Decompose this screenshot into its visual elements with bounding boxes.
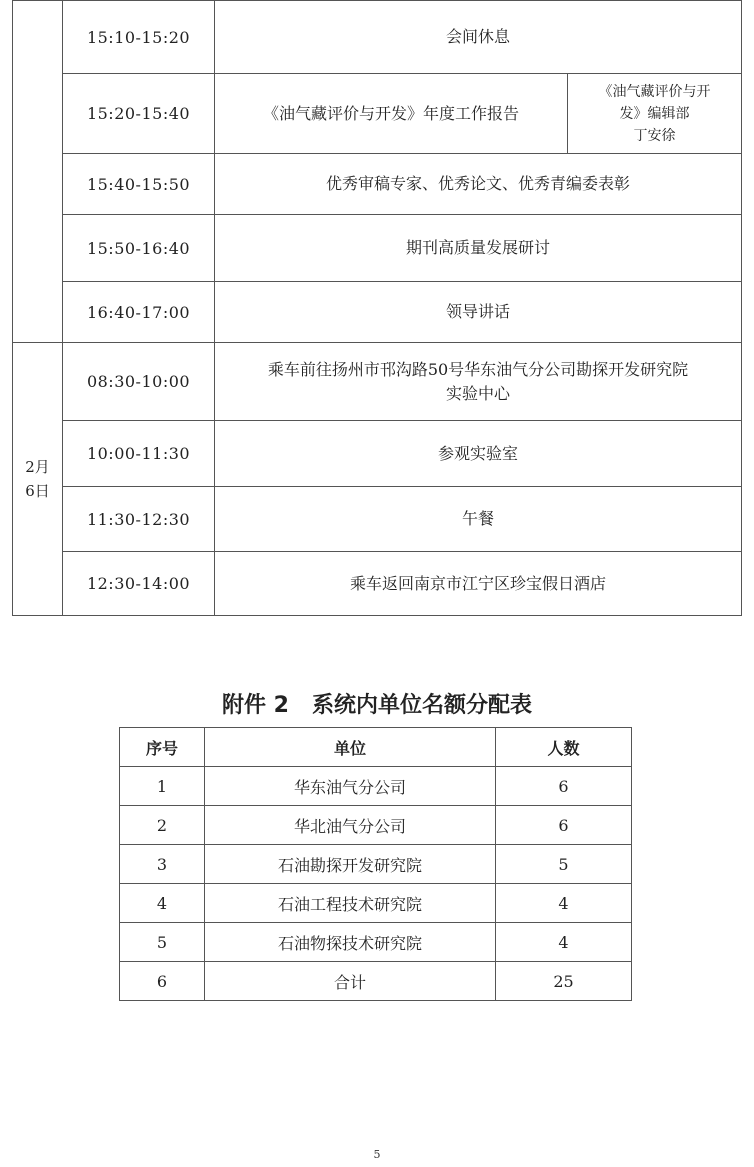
table-row [120,923,632,962]
time-cell: 12:30-14:00 [63,552,215,616]
header-unit: 单位 [205,728,496,767]
table-row [120,884,632,923]
unit-cell: 石油勘探开发研究院 [205,845,496,884]
page-number: 5 [373,1148,381,1161]
organizer-name: 《油气藏评价与开 [598,83,711,100]
event-cell: 会间休息 [215,1,742,74]
event-cell: 午餐 [215,487,742,552]
schedule-row [13,487,742,552]
count-cell: 4 [496,884,632,923]
organizer-cell [568,74,742,154]
time-cell: 15:40-15:50 [63,154,215,215]
schedule-row [13,343,742,421]
unit-cell: 合计 [205,962,496,1001]
table-header-row [120,728,632,767]
serial-cell: 5 [120,923,205,962]
event-cell: 参观实验室 [215,421,742,487]
serial-cell: 4 [120,884,205,923]
unit-cell: 华北油气分公司 [205,806,496,845]
event-cell: 乘车返回南京市江宁区珍宝假日酒店 [215,552,742,616]
date-cell-day2 [13,343,63,616]
date-month: 2月 [25,458,50,476]
date-cell-day1 [13,1,63,343]
count-cell: 6 [496,806,632,845]
date-day: 6日 [25,482,50,500]
time-cell: 15:10-15:20 [63,1,215,74]
count-cell: 4 [496,923,632,962]
table-row-total [120,962,632,1001]
serial-cell: 1 [120,767,205,806]
event-cell: 《油气藏评价与开发》年度工作报告 [215,74,568,154]
attachment-title: 附件 2 系统内单位名额分配表 [222,693,532,718]
table-row [120,806,632,845]
event-cell [215,343,742,421]
time-cell: 15:20-15:40 [63,74,215,154]
schedule-row [13,421,742,487]
quota-allocation-table [119,727,632,1001]
schedule-row [13,1,742,74]
schedule-row [13,154,742,215]
serial-cell: 3 [120,845,205,884]
schedule-table [12,0,742,616]
header-serial: 序号 [120,728,205,767]
unit-cell: 石油工程技术研究院 [205,884,496,923]
time-cell: 10:00-11:30 [63,421,215,487]
schedule-row [13,74,742,154]
serial-cell: 2 [120,806,205,845]
table-row [120,845,632,884]
table-row [120,767,632,806]
event-cell: 领导讲话 [215,282,742,343]
event-text: 乘车前往扬州市邗沟路50号华东油气分公司勘探开发研究院 [267,359,689,379]
time-cell: 08:30-10:00 [63,343,215,421]
schedule-row [13,282,742,343]
event-text-cont: 实验中心 [446,383,511,403]
count-cell: 6 [496,767,632,806]
organizer-person: 丁安徐 [633,127,676,144]
event-cell: 优秀审稿专家、优秀论文、优秀青编委表彰 [215,154,742,215]
time-cell: 15:50-16:40 [63,215,215,282]
event-cell: 期刊高质量发展研讨 [215,215,742,282]
serial-cell: 6 [120,962,205,1001]
organizer-name-cont: 发》编辑部 [619,105,690,122]
count-cell: 5 [496,845,632,884]
time-cell: 16:40-17:00 [63,282,215,343]
header-count: 人数 [496,728,632,767]
schedule-row [13,215,742,282]
schedule-row [13,552,742,616]
unit-cell: 华东油气分公司 [205,767,496,806]
unit-cell: 石油物探技术研究院 [205,923,496,962]
time-cell: 11:30-12:30 [63,487,215,552]
count-cell: 25 [496,962,632,1001]
